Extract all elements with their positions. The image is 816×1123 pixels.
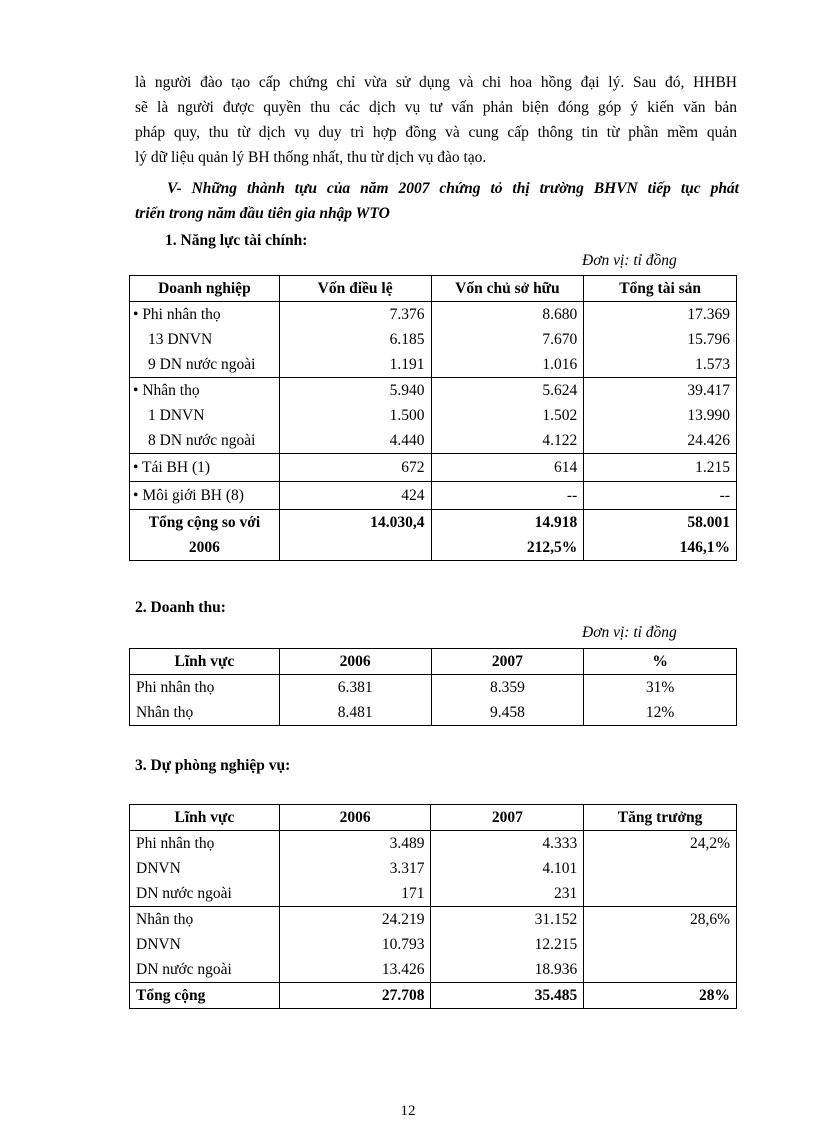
cell-von-dieu-le: 5.940 xyxy=(279,378,431,404)
col-header: Lĩnh vực xyxy=(130,805,280,831)
col-header: Tổng tài sản xyxy=(584,276,737,302)
total-label-year: 2006 xyxy=(130,535,280,561)
cell-tong-tai-san: -- xyxy=(584,482,737,510)
section-1-title: 1. Năng lực tài chính: xyxy=(165,232,308,249)
row-label: • Tái BH (1) xyxy=(130,454,280,482)
table-row xyxy=(130,856,737,881)
row-label: DNVN xyxy=(130,932,280,957)
cell-tong-tai-san: 15.796 xyxy=(584,327,737,352)
row-label: • Phi nhân thọ xyxy=(130,302,280,328)
total-von-dieu-le: 14.030,4 xyxy=(279,510,431,536)
cell-tong-tai-san: 1.215 xyxy=(584,454,737,482)
cell-2007: 4.101 xyxy=(431,856,584,881)
cell-2007: 231 xyxy=(431,881,584,907)
table-header-row xyxy=(130,276,737,302)
intro-line: là người đào tạo cấp chứng chỉ vừa sử dụng và chi hoa hồng đại lý. Sau đó, HHBH xyxy=(135,74,737,91)
row-label: DN nước ngoài xyxy=(130,881,280,907)
col-header: 2007 xyxy=(431,649,584,675)
total-growth: 28% xyxy=(584,983,737,1009)
intro-line: sẽ là người được quyền thu các dịch vụ tư vấn phản biện đóng góp ý kiến văn bản xyxy=(135,99,737,116)
cell-tong-tai-san: 13.990 xyxy=(584,403,737,428)
cell-von-chu-so-huu: 1.016 xyxy=(431,352,584,378)
section-2-unit: Đơn vị: tỉ đồng xyxy=(582,624,677,641)
cell-von-chu-so-huu: 7.670 xyxy=(431,327,584,352)
cell-2006: 10.793 xyxy=(279,932,431,957)
cell-2006: 3.317 xyxy=(279,856,431,881)
cell-von-chu-so-huu: 4.122 xyxy=(431,428,584,454)
col-header: Vốn điều lệ xyxy=(279,276,431,302)
cell-von-chu-so-huu: 5.624 xyxy=(431,378,584,404)
cell-growth: 24,2% xyxy=(584,831,737,857)
cell-2006: 171 xyxy=(279,881,431,907)
total-tong-tai-san-pct: 146,1% xyxy=(584,535,737,561)
cell-growth xyxy=(584,881,737,907)
cell-von-dieu-le: 7.376 xyxy=(279,302,431,328)
cell-tong-tai-san: 24.426 xyxy=(584,428,737,454)
section-1-unit: Đơn vị: tỉ đồng xyxy=(582,252,677,269)
technical-reserves-table xyxy=(129,804,737,1009)
total-label: Tổng cộng xyxy=(130,983,280,1009)
cell-growth xyxy=(584,932,737,957)
row-label: Phi nhân thọ xyxy=(130,831,280,857)
cell-growth: 28,6% xyxy=(584,907,737,933)
section-2-title: 2. Doanh thu: xyxy=(135,599,226,616)
total-row xyxy=(130,983,737,1009)
cell-von-chu-so-huu: -- xyxy=(431,482,584,510)
cell-pct: 31% xyxy=(584,675,737,701)
cell-2006: 6.381 xyxy=(279,675,431,701)
cell-2007: 12.215 xyxy=(431,932,584,957)
intro-line: pháp quy, thu từ dịch vụ duy trì hợp đồng và cung cấp thông tin từ phần mềm quản xyxy=(135,124,737,141)
cell-2007: 4.333 xyxy=(431,831,584,857)
col-header: % xyxy=(584,649,737,675)
cell-tong-tai-san: 1.573 xyxy=(584,352,737,378)
section-3-title: 3. Dự phòng nghiệp vụ: xyxy=(135,757,291,774)
revenue-table xyxy=(129,648,737,726)
cell-von-dieu-le: 672 xyxy=(279,454,431,482)
cell-von-chu-so-huu: 1.502 xyxy=(431,403,584,428)
col-header: 2007 xyxy=(431,805,584,831)
total-tong-tai-san: 58.001 xyxy=(584,510,737,536)
cell-2007: 9.458 xyxy=(431,700,584,726)
table-row xyxy=(130,881,737,907)
row-label: • Nhân thọ xyxy=(130,378,280,404)
cell-tong-tai-san: 17.369 xyxy=(584,302,737,328)
intro-paragraph xyxy=(135,70,737,170)
total-von-chu-so-huu-pct: 212,5% xyxy=(431,535,584,561)
row-label: DNVN xyxy=(130,856,280,881)
table-row xyxy=(130,907,737,933)
cell-tong-tai-san: 39.417 xyxy=(584,378,737,404)
table-row xyxy=(130,957,737,983)
row-label: Nhân thọ xyxy=(130,907,280,933)
cell-2007: 31.152 xyxy=(431,907,584,933)
cell-2006: 8.481 xyxy=(279,700,431,726)
table-row xyxy=(130,352,737,378)
page-number: 12 xyxy=(400,1103,416,1119)
cell-pct: 12% xyxy=(584,700,737,726)
cell-2006: 3.489 xyxy=(279,831,431,857)
total-von-chu-so-huu: 14.918 xyxy=(431,510,584,536)
table-row xyxy=(130,302,737,328)
cell-von-dieu-le: 6.185 xyxy=(279,327,431,352)
cell-von-dieu-le: 1.191 xyxy=(279,352,431,378)
cell-growth xyxy=(584,957,737,983)
heading-line: triển trong năm đầu tiên gia nhập WTO xyxy=(135,205,390,222)
col-header: 2006 xyxy=(279,805,431,831)
total-2006: 27.708 xyxy=(279,983,431,1009)
row-label: 8 DN nước ngoài xyxy=(130,428,280,454)
col-header: Lĩnh vực xyxy=(130,649,280,675)
row-label: • Môi giới BH (8) xyxy=(130,482,280,510)
total-row-2 xyxy=(130,535,737,561)
cell-2007: 8.359 xyxy=(431,675,584,701)
table-row xyxy=(130,482,737,510)
table-header-row xyxy=(130,649,737,675)
cell-growth xyxy=(584,856,737,881)
table-row xyxy=(130,327,737,352)
table-row xyxy=(130,700,737,726)
cell-von-chu-so-huu: 8.680 xyxy=(431,302,584,328)
cell-von-dieu-le: 424 xyxy=(279,482,431,510)
table-row xyxy=(130,831,737,857)
row-label: 1 DNVN xyxy=(130,403,280,428)
table-header-row xyxy=(130,805,737,831)
table-row xyxy=(130,378,737,404)
col-header: Vốn chủ sở hữu xyxy=(431,276,584,302)
row-label: 9 DN nước ngoài xyxy=(130,352,280,378)
financial-capacity-table xyxy=(129,275,737,561)
col-header: Doanh nghiệp xyxy=(130,276,280,302)
table-row xyxy=(130,675,737,701)
cell-von-dieu-le: 4.440 xyxy=(279,428,431,454)
cell-2006: 13.426 xyxy=(279,957,431,983)
heading-line: V- Những thành tựu của năm 2007 chứng tỏ thị trường BHVN tiếp tục phát xyxy=(167,180,739,197)
section-v-heading xyxy=(135,176,739,226)
total-row xyxy=(130,510,737,536)
total-label: Tổng cộng so với xyxy=(130,510,280,536)
table-row xyxy=(130,428,737,454)
row-label: Phi nhân thọ xyxy=(130,675,280,701)
col-header: 2006 xyxy=(279,649,431,675)
table-row xyxy=(130,403,737,428)
total-2007: 35.485 xyxy=(431,983,584,1009)
cell-von-chu-so-huu: 614 xyxy=(431,454,584,482)
table-row xyxy=(130,932,737,957)
cell-von-dieu-le: 1.500 xyxy=(279,403,431,428)
intro-line: lý dữ liệu quản lý BH thống nhất, thu từ dịch vụ đào tạo. xyxy=(135,149,487,166)
col-header: Tăng trưởng xyxy=(584,805,737,831)
table-row xyxy=(130,454,737,482)
cell-2006: 24.219 xyxy=(279,907,431,933)
row-label: DN nước ngoài xyxy=(130,957,280,983)
row-label: 13 DNVN xyxy=(130,327,280,352)
empty-cell xyxy=(279,535,431,561)
row-label: Nhân thọ xyxy=(130,700,280,726)
cell-2007: 18.936 xyxy=(431,957,584,983)
